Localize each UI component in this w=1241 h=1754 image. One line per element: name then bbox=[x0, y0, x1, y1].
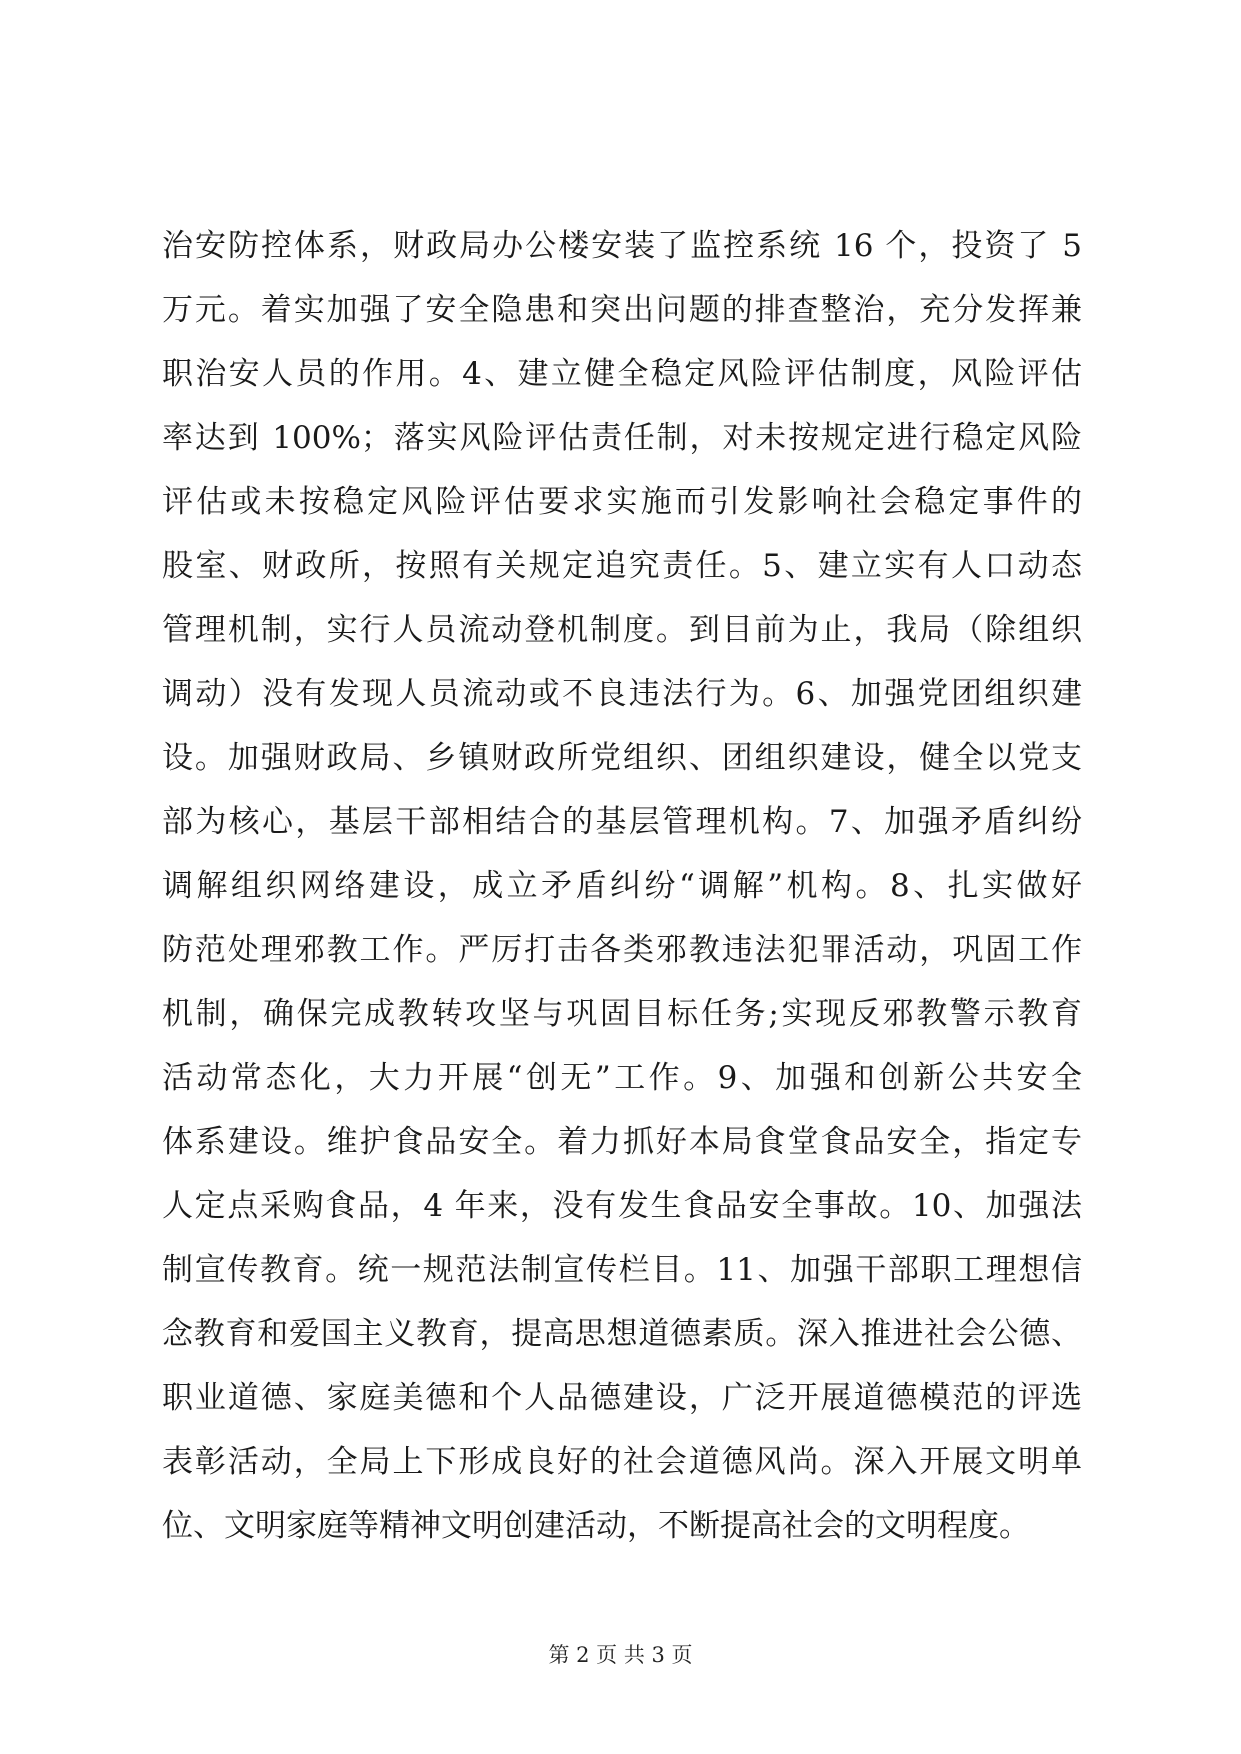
text-line: 人定点采购食品，4 年来，没有发生食品安全事故。10、加强法 bbox=[162, 1188, 1082, 1224]
page-number: 第 2 页 共 3 页 bbox=[548, 1643, 693, 1667]
page-footer bbox=[0, 1640, 1241, 1670]
text-line: 防范处理邪教工作。严厉打击各类邪教违法犯罪活动，巩固工作 bbox=[162, 932, 1082, 968]
text-line: 体系建设。维护食品安全。着力抓好本局食堂食品安全，指定专 bbox=[162, 1124, 1082, 1160]
text-line: 治安防控体系，财政局办公楼安装了监控系统 16 个，投资了 5 bbox=[162, 228, 1082, 264]
text-line: 评估或未按稳定风险评估要求实施而引发影响社会稳定事件的 bbox=[162, 484, 1082, 520]
text-line: 部为核心，基层干部相结合的基层管理机构。7、加强矛盾纠纷 bbox=[162, 804, 1082, 840]
text-line: 万元。着实加强了安全隐患和突出问题的排查整治，充分发挥兼 bbox=[162, 292, 1082, 328]
text-line: 率达到 100%；落实风险评估责任制，对未按规定进行稳定风险 bbox=[162, 420, 1082, 456]
text-line: 机制，确保完成教转攻坚与巩固目标任务;实现反邪教警示教育 bbox=[162, 996, 1082, 1032]
text-line: 职业道德、家庭美德和个人品德建设，广泛开展道德模范的评选 bbox=[162, 1380, 1082, 1416]
text-line: 念教育和爱国主义教育，提高思想道德素质。深入推进社会公德、 bbox=[162, 1316, 1082, 1352]
text-line: 制宣传教育。统一规范法制宣传栏目。11、加强干部职工理想信 bbox=[162, 1252, 1082, 1288]
text-line: 位、文明家庭等精神文明创建活动，不断提高社会的文明程度。 bbox=[162, 1508, 1030, 1544]
text-line: 设。加强财政局、乡镇财政所党组织、团组织建设，健全以党支 bbox=[162, 740, 1082, 776]
text-line: 股室、财政所，按照有关规定追究责任。5、建立实有人口动态 bbox=[162, 548, 1082, 584]
text-line: 调解组织网络建设，成立矛盾纠纷“调解”机构。8、扎实做好 bbox=[162, 868, 1082, 904]
body-paragraph bbox=[162, 214, 1082, 1558]
text-line: 表彰活动，全局上下形成良好的社会道德风尚。深入开展文明单 bbox=[162, 1444, 1082, 1480]
text-line: 活动常态化，大力开展“创无”工作。9、加强和创新公共安全 bbox=[162, 1060, 1082, 1096]
text-line: 调动）没有发现人员流动或不良违法行为。6、加强党团组织建 bbox=[162, 676, 1082, 712]
text-line: 管理机制，实行人员流动登机制度。到目前为止，我局（除组织 bbox=[162, 612, 1082, 648]
text-line: 职治安人员的作用。4、建立健全稳定风险评估制度，风险评估 bbox=[162, 356, 1082, 392]
